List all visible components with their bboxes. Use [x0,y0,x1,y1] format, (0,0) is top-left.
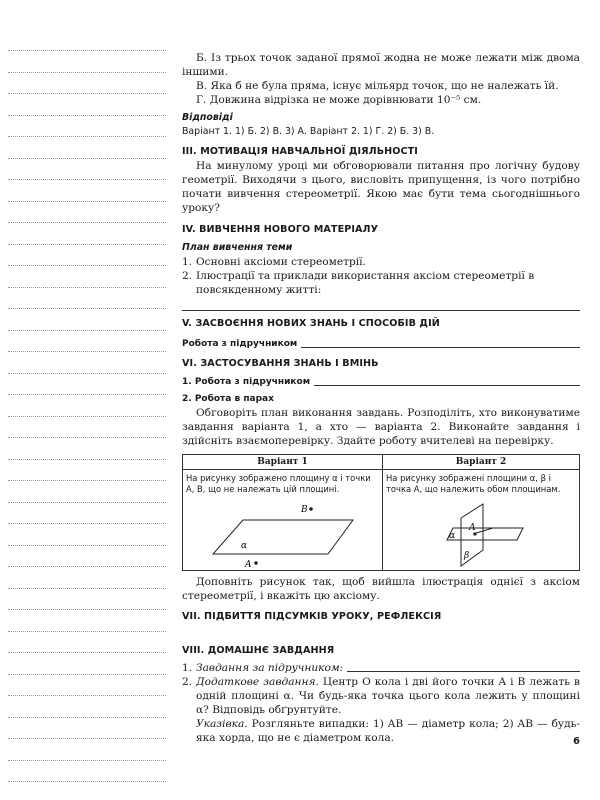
margin-line [8,50,166,51]
margin-line [8,523,166,524]
section6-item1-row [182,375,580,389]
margin-line [8,695,166,696]
hw-item-1-line[interactable] [347,671,580,672]
section3-text: На минулому уроці ми обговорювали питання про логічну будову геометрії. Виходячи з цього, висловіть припущення, із чого потрібно почати вивчення стереометрії. Якою має бути тема сьогоднішнього уроку? [182,160,580,214]
variant1-text: На рисунку зображено площину α і точки A, B, що не належать цій площині. [186,473,371,494]
textbook-work-label: Робота з підручником [182,339,298,349]
point-b [309,507,313,511]
margin-line [8,265,166,266]
top-item-b: Б. Із трьох точок заданої прямої жодна не може лежати між двома іншими. [182,52,580,78]
plan-item-2-text: Ілюстрації та приклади використання аксіом стереометрії в повсякденному житті: [196,270,535,296]
section6-item1-line[interactable] [314,385,580,386]
section6-item2-label: 2. Робота в парах [182,394,274,404]
margin-line [8,244,166,245]
plan-item-1-number: 1. [182,256,193,268]
margin-line [8,480,166,481]
variant2-text: На рисунку зображені площини α, β і точка A, що належить обом площинам. [386,473,561,494]
point-a [254,561,258,565]
margin-line [8,717,166,718]
plan-item-2 [182,269,580,297]
margin-line [8,136,166,137]
margin-line [8,308,166,309]
margin-line [8,416,166,417]
plan-item-1 [182,255,580,269]
plan-item-2-number: 2. [182,270,193,282]
margin-line [8,351,166,352]
section6-title: VI. ЗАСТОСУВАННЯ ЗНАНЬ І ВМІНЬ [182,358,379,369]
answers-title: Відповіді [182,112,233,123]
hw-item-1-number: 1. [182,662,193,674]
top-item-v: В. Яка б не була пряма, існує мільярд точок, що не належать їй. [196,80,559,92]
section6-after: Доповніть рисунок так, щоб вийшла ілюстрація однієї з аксіом стереометрії, і вкажіть цю аксіому. [182,576,580,602]
margin-line [8,566,166,567]
margin-line [8,158,166,159]
answers-text: Варіант 1. 1) Б. 2) В. 3) А. Варіант 2. 1) Г. 2) Б. 3) В. [182,126,435,137]
hw-item-2-body [196,675,580,717]
margin-line [8,201,166,202]
page-content [182,51,580,745]
margin-line [8,330,166,331]
margin-line [8,373,166,374]
margin-line [8,588,166,589]
top-item-g: Г. Довжина відрізка не може дорівнювати 10⁻⁵ см. [196,94,482,106]
label-b: B [301,505,308,515]
section7-title: VII. ПІДБИТТЯ ПІДСУМКІВ УРОКУ, РЕФЛЕКСІЯ [182,611,442,622]
hw-hint-text: Розгляньте випадки: 1) AB — діаметр кола; 2) AB — будь-яка хорда, що не є діаметром кола. [196,718,580,744]
variant1-figure [183,500,381,570]
margin-line [8,72,166,73]
variant2-title: Варіант 2 [383,455,580,470]
margin-line [8,631,166,632]
variant1-cell [183,470,383,571]
hw-item-2 [182,675,580,717]
hw-hint-label: Указівка. [196,718,248,730]
margin-line [8,609,166,610]
margin-line [8,545,166,546]
margin-line [8,115,166,116]
variant2-figure [383,500,579,570]
margin-line [8,652,166,653]
label-alpha: α [241,541,248,551]
label-a: A [245,560,252,570]
margin-line [8,781,166,782]
variant2-cell [383,470,580,571]
margin-line [8,179,166,180]
label-a: A [469,523,476,533]
plane-alpha-parallelogram [213,520,353,554]
section3-title: ІІІ. МОТИВАЦІЯ НАВЧАЛЬНОЇ ДІЯЛЬНОСТІ [182,146,418,157]
variants-table [182,454,580,571]
margin-line [8,222,166,223]
margin-line [8,459,166,460]
section6-text: Обговоріть план виконання завдань. Розподіліть, хто виконуватиме завдання варіанта 1, а хто — варіанта 2. Виконайте завдання і здійсніть взаємоперевірку. Здайте роботу вчителеві на перевірку. [182,407,580,447]
hw-item-1 [182,661,580,675]
hw-item-2-text: Центр O кола і дві його точки A і B лежать в одній площині α. Чи будь-яка точка цього кола лежить у площині α? Відповідь обґрунтуйте. [196,676,581,716]
plane-alpha [447,528,523,540]
variant1-title: Варіант 1 [183,455,383,470]
margin-note-lines [8,0,168,800]
textbook-work-row [182,337,580,351]
label-beta: β [464,551,470,561]
hw-item-2-label: Додаткове завдання. [196,676,319,688]
section6-item1-label: 1. Робота з підручником [182,377,311,387]
answer-line[interactable] [182,310,580,311]
textbook-work-line[interactable] [301,347,580,348]
section5-title: V. ЗАСВОЄННЯ НОВИХ ЗНАНЬ І СПОСОБІВ ДІЙ [182,318,440,329]
margin-line [8,287,166,288]
plan-item-1-text: Основні аксіоми стереометрії. [196,256,366,268]
margin-line [8,437,166,438]
margin-line [8,93,166,94]
margin-line [8,674,166,675]
margin-line [8,738,166,739]
hw-item-2-number: 2. [182,676,193,688]
margin-line [8,760,166,761]
plan-title: План вивчення теми [182,242,293,253]
section4-title: IV. ВИВЧЕННЯ НОВОГО МАТЕРІАЛУ [182,224,379,235]
hw-item-1-label: Завдання за підручником: [196,662,344,674]
page-number: 6 [573,736,580,747]
margin-line [8,394,166,395]
hw-hint [182,717,580,745]
label-alpha: α [449,531,456,541]
section8-title: VIII. ДОМАШНЄ ЗАВДАННЯ [182,645,335,656]
margin-line [8,502,166,503]
